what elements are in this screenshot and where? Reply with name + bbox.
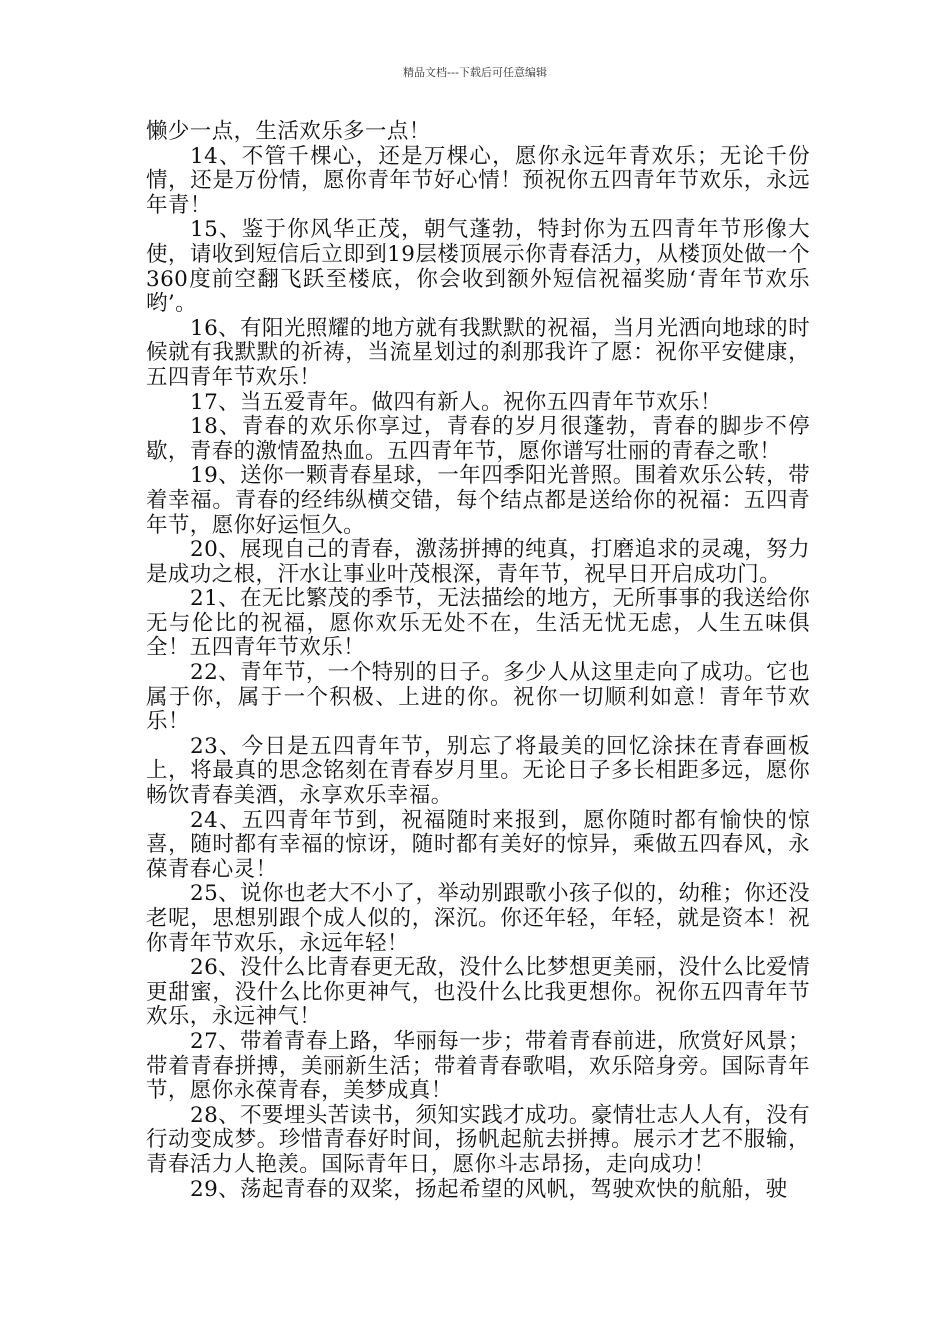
paragraph-17: 17、当五爱青年。做四有新人。祝你五四青年节欢乐！	[190, 389, 722, 415]
paragraph-18: 18、青春的欢乐你享过，青春的岁月很蓬勃，青春的脚步不停歇，青春的激情盈热血。五四青年节，愿你谱写壮丽的青春之歌！	[146, 414, 810, 464]
paragraph-29: 29、荡起青春的双桨，扬起希望的风帆，驾驶欢快的航船，驶	[190, 1176, 788, 1202]
paragraph-19: 19、送你一颗青春星球，一年四季阳光普照。围着欢乐公转，带着幸福。青春的经纬纵横交错，每个结点都是送给你的祝福：五四青年节，愿你好运恒久。	[146, 463, 810, 538]
document-body	[146, 120, 810, 1202]
paragraph-15: 15、鉴于你风华正茂，朝气蓬勃，特封你为五四青年节形像大使，请收到短信后立即到19层楼顶展示你青春活力，从楼顶处做一个360度前空翻飞跃至楼底，你会收到额外短信祝福奖励‘青年节欢乐哟’。	[146, 217, 810, 317]
paragraph-27: 27、带着青春上路，华丽每一步；带着青春前进，欣赏好风景；带着青春拼搏，美丽新生活；带着青春歌唱，欢乐陪身旁。国际青年节，愿你永葆青春，美梦成真！	[146, 1028, 810, 1104]
paragraph-23: 23、今日是五四青年节，别忘了将最美的回忆涂抹在青春画板上，将最真的思念铭刻在青春岁月里。无论日子多长相距多远，愿你畅饮青春美酒，永享欢乐幸福。	[146, 733, 810, 809]
paragraph-24: 24、五四青年节到，祝福随时来报到，愿你随时都有愉快的惊喜，随时都有幸福的惊讶，随时都有美好的惊异，乘做五四春风，永葆青春心灵！	[146, 807, 810, 882]
paragraph-20: 20、展现自己的青春，激荡拼搏的纯真，打磨追求的灵魂，努力是成功之根，汗水让事业叶茂根深，青年节，祝早日开启成功门。	[146, 537, 810, 587]
paragraph-22: 22、青年节，一个特别的日子。多少人从这里走向了成功。它也属于你，属于一个积极、上进的你。祝你一切顺利如意！青年节欢乐！	[146, 660, 810, 735]
paragraph-continuation: 懒少一点，生活欢乐多一点！	[146, 119, 431, 144]
paragraph-14: 14、不管千棵心，还是万棵心，愿你永远年青欢乐；无论千份情，还是万份情，愿你青年节好心情！预祝你五四青年节欢乐，永远年青！	[146, 143, 810, 218]
paragraph-25: 25、说你也老大不小了，举动别跟歌小孩子似的，幼稚；你还没老呢，思想别跟个成人似的，深沉。你还年轻，年轻，就是资本！祝你青年节欢乐，永远年轻！	[146, 881, 810, 956]
paragraph-21: 21、在无比繁茂的季节，无法描绘的地方，无所事事的我送给你无与伦比的祝福，愿你欢乐无处不在，生活无忧无虑，人生五味俱全！五四青年节欢乐！	[146, 586, 810, 661]
paragraph-28: 28、不要埋头苦读书，须知实践才成功。豪情壮志人人有，没有行动变成梦。珍惜青春好时间，扬帆起航去拼搏。展示才艺不服输，青春活力人艳羡。国际青年日，愿你斗志昂扬，走向成功！	[146, 1102, 810, 1177]
paragraph-26: 26、没什么比青春更无敌，没什么比梦想更美丽，没什么比爱情更甜蜜，没什么比你更神气，也没什么比我更想你。祝你五四青年节欢乐，永远神气！	[146, 955, 810, 1030]
paragraph-16: 16、有阳光照耀的地方就有我默默的祝福，当月光洒向地球的时候就有我默默的祈祷，当流星划过的刹那我许了愿：祝你平安健康，五四青年节欢乐！	[146, 315, 810, 390]
page-header: 精品文档---下载后可任意编辑	[403, 66, 547, 79]
